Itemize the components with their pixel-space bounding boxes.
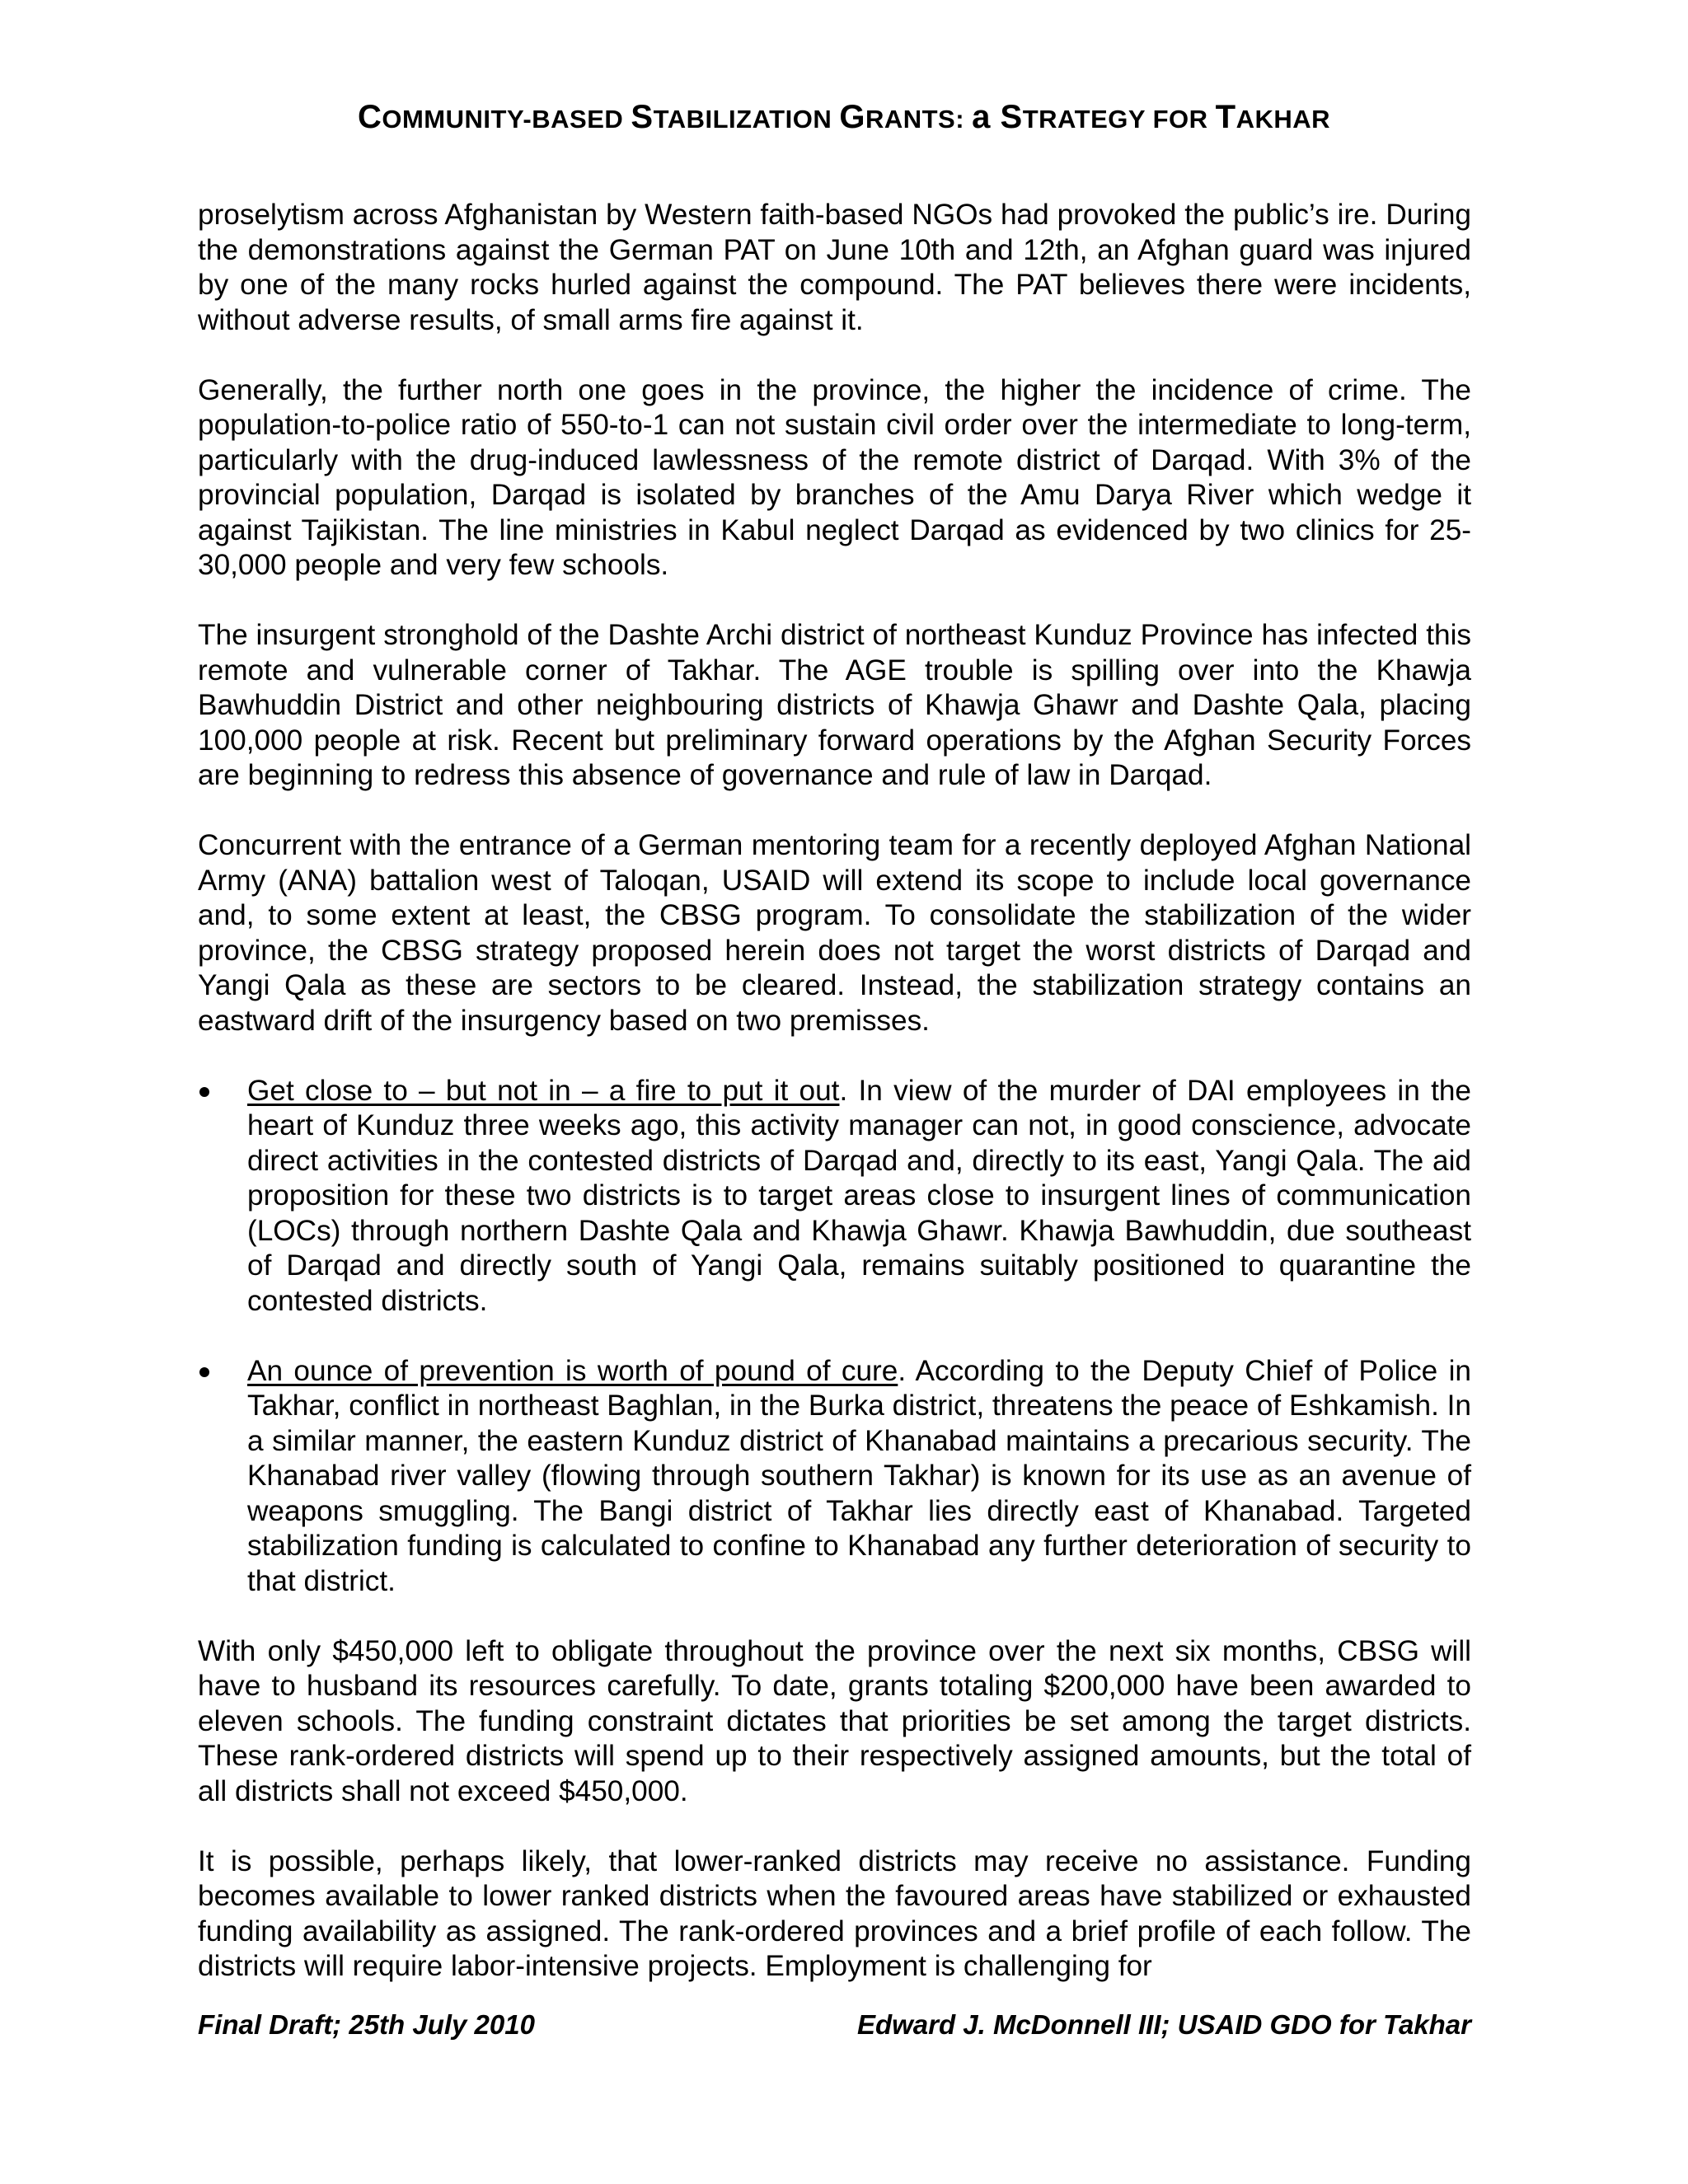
bullet-text: . In view of the murder of DAI employees in the heart of Kunduz three weeks ago, this activity manager can not, in good conscience, advocate direct activities in the contested districts of Darqad and, directly to its east, Yangi Qala. The aid proposition for these two districts is to target areas close to insurgent lines of communication (LOCs) through northern Dashte Qala and Khawja Ghawr. Khawja Bawhuddin, due southeast of Darqad and directly south of Yangi Qala, remains suitably positioned to quarantine the contested districts.	[247, 1074, 1472, 1317]
bullet-item	[198, 1074, 1471, 1319]
paragraph-funding: With only $450,000 left to obligate throughout the province over the next six months, CBSG will have to husband its resources carefully. To date, grants totaling $200,000 have been awarded to eleven schools. The funding constraint dictates that priorities be set among the target districts. These rank-ordered districts will spend up to their respectively assigned amounts, but the total of all districts shall not exceed $450,000.	[198, 1634, 1471, 1807]
page-title	[0, 99, 1688, 136]
paragraph-north-crime: Generally, the further north one goes in the province, the higher the incidence of crime. The population-to-police ratio of 550-to-1 can not sustain civil order over the intermediate to long-term, particularly with the drug-induced lawlessness of the remote district of Darqad. With 3% of the provincial population, Darqad is isolated by branches of the Amu Darya River which wedge it against Tajikistan. The line ministries in Kabul neglect Darqad as evidenced by two clinics for 25-30,000 people and very few schools.	[198, 373, 1471, 581]
footer-author: Edward J. McDonnell III; USAID GDO for Takhar	[856, 2009, 1471, 2040]
bullet-icon	[199, 1087, 209, 1097]
document-body	[198, 198, 1471, 2019]
paragraph-rank-order: It is possible, perhaps likely, that lower-ranked districts may receive no assistance. Funding becomes available to lower ranked districts when the favoured areas have stabilized or exhausted funding availability as assigned. The rank-ordered provinces and a brief profile of each follow. The districts will require labor-intensive projects. Employment is challenging for	[198, 1844, 1471, 1982]
bullet-item	[198, 1354, 1471, 1600]
paragraph-crime-context: proselytism across Afghanistan by Western faith-based NGOs had provoked the public’s ire. During the demonstrations against the German PAT on June 10th and 12th, an Afghan guard was injured by one of the many rocks hurled against the compound. The PAT believes there were incidents, without adverse results, of small arms fire against it.	[198, 199, 1471, 336]
bullet-heading: Get close to – but not in – a fire to put it out	[247, 1074, 840, 1107]
footer-draft-date: Final Draft; 25th July 2010	[198, 2009, 535, 2040]
paragraph-insurgent-stronghold: The insurgent stronghold of the Dashte Archi district of northeast Kunduz Province has infected this remote and vulnerable corner of Takhar. The AGE trouble is spilling over into the Khawja Bawhuddin District and other neighbouring districts of Khawja Ghawr and Dashte Qala, placing 100,000 people at risk. Recent but preliminary forward operations by the Afghan Security Forces are beginning to redress this absence of governance and rule of law in Darqad.	[198, 619, 1471, 791]
paragraph-strategy: Concurrent with the entrance of a German mentoring team for a recently deployed Afghan National Army (ANA) battalion west of Taloqan, USAID will extend its scope to include local governance and, to some extent at least, the CBSG program. To consolidate the stabilization of the wider province, the CBSG strategy proposed herein does not target the worst districts of Darqad and Yangi Qala as these are sectors to be cleared. Instead, the stabilization strategy contains an eastward drift of the insurgency based on two premisses.	[198, 829, 1471, 1037]
bullet-heading: An ounce of prevention is worth of pound of cure	[247, 1354, 898, 1387]
title-part: STABILIZATION	[631, 99, 840, 135]
title-part: GRANTS:	[839, 99, 973, 135]
page-footer	[198, 2009, 1471, 2041]
title-part: a STRATEGY FOR	[972, 99, 1216, 135]
title-part: TAKHAR	[1215, 99, 1331, 135]
title-part: COMMUNITY-BASED	[357, 99, 631, 135]
bullet-icon	[199, 1367, 209, 1377]
bullet-text: . According to the Deputy Chief of Police in Takhar, conflict in northeast Baghlan, in the Burka district, threatens the peace of Eshkamish. In a similar manner, the eastern Kunduz district of Khanabad maintains a precarious security. The Khanabad river valley (flowing through southern Takhar) is known for its use as an avenue of weapons smuggling. The Bangi district of Takhar lies directly east of Khanabad. Targeted stabilization funding is calculated to confine to Khanabad any further deterioration of security to that district.	[247, 1354, 1471, 1597]
